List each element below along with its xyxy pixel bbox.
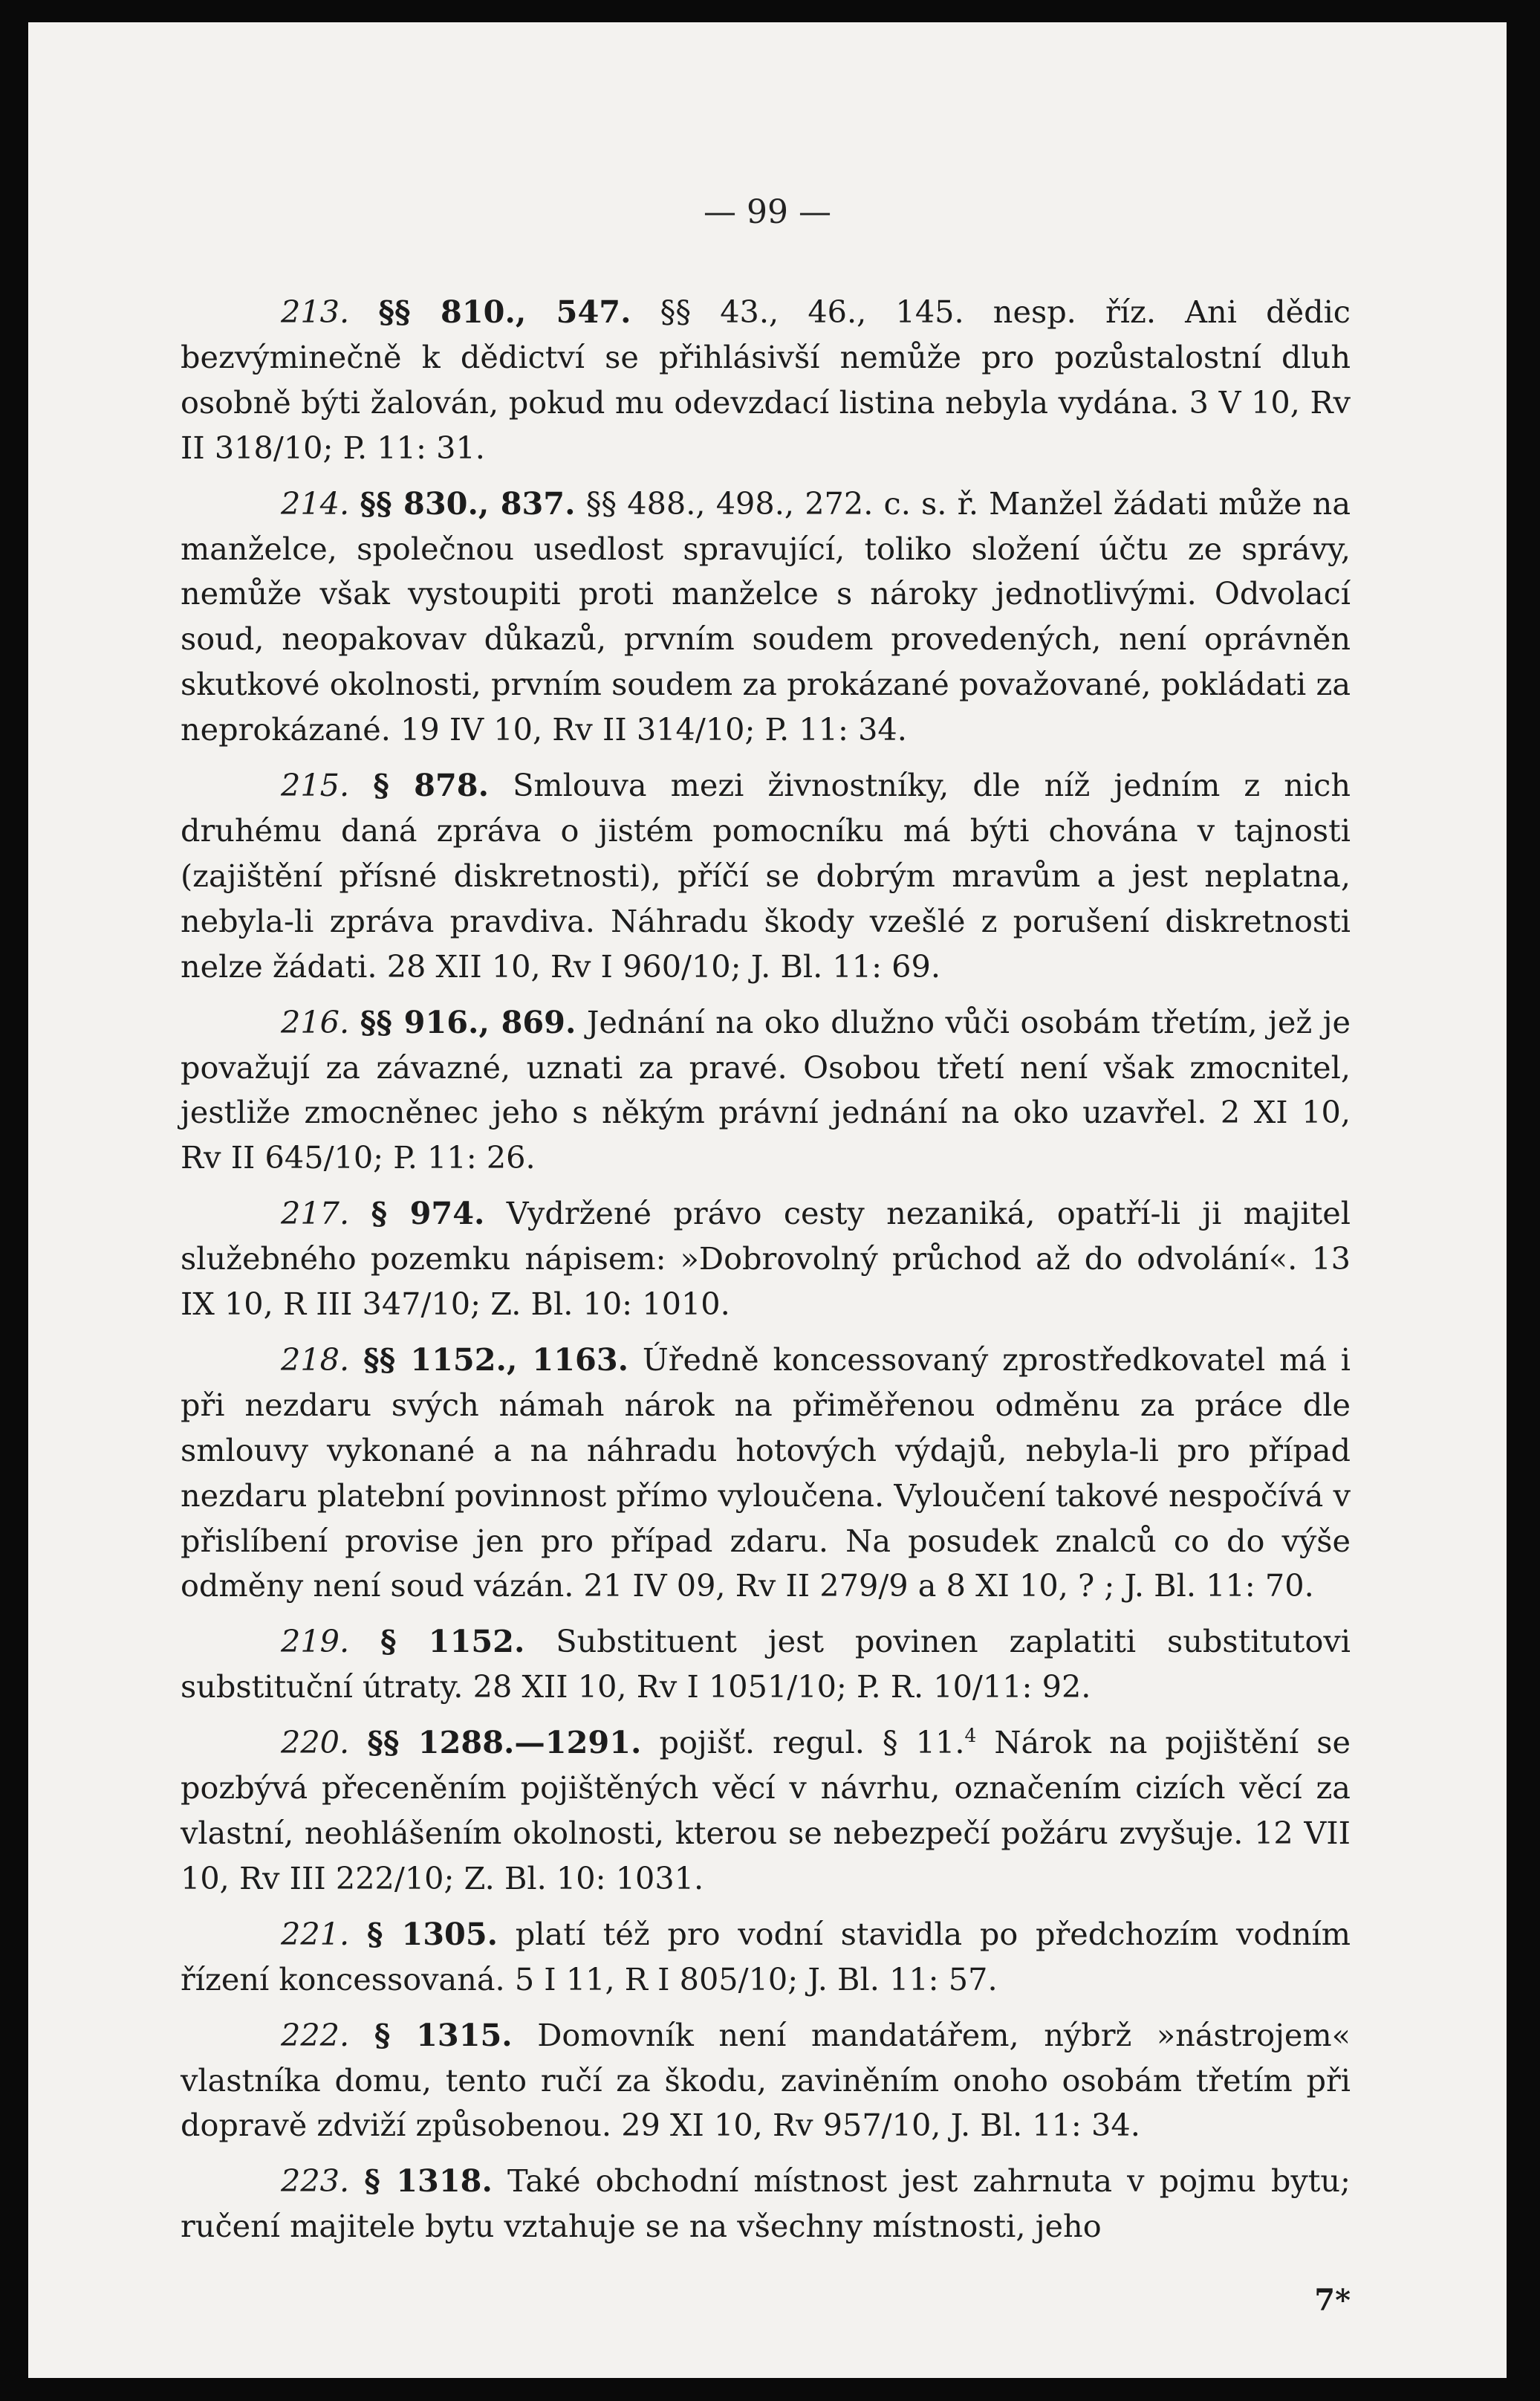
page-body	[181, 290, 1351, 2249]
entry-sections: § 1152.	[380, 1623, 525, 1660]
entry-220	[181, 1720, 1351, 1902]
entry-text: Domovník není mandatářem, nýbrž »nástrojem« vlastníka domu, tento ručí za škodu, zaviněním onoho osobám třetím při dopravě zdviží způsobenou. 29 XI 10, Rv 957/10, J. Bl. 11: 34.	[181, 2017, 1351, 2144]
entry-sections: § 1305.	[366, 1915, 498, 1952]
entry-number: 218.	[281, 1341, 350, 1378]
entry-number: 223.	[281, 2163, 350, 2200]
entry-sections: §§ 916., 869.	[360, 1003, 576, 1040]
entry-221	[181, 1912, 1351, 2003]
entry-text: Jednání na oko dlužno vůči osobám třetím, jež je považují za závazné, uznati za pravé. Osobou třetí není však zmocnitel, jestliže zmocněnec jeho s někým právní jednání na oko uzavřel. 2 XI 10, Rv II 645/10; P. 11: 26.	[181, 1004, 1351, 1176]
entry-number: 216.	[281, 1004, 350, 1040]
entry-number: 220.	[281, 1725, 350, 1761]
entry-219	[181, 1619, 1351, 1710]
entry-number: 222.	[281, 2017, 350, 2053]
entry-number: 217.	[281, 1196, 350, 1232]
entry-number: 215.	[281, 768, 350, 804]
entry-number: 213.	[281, 294, 350, 330]
entry-sections: §§ 830., 837.	[360, 485, 576, 522]
entry-sections: §§ 810., 547.	[378, 294, 631, 330]
entry-text-continued: Nárok na pojištění se pozbývá přeceněním pojištěných věcí v návrhu, označením cizích věcí za vlastní, neohlášením okolnosti, kterou se nebezpečí požáru zvyšuje. 12 VII 10, Rv III 222/10; Z. Bl. 10: 1031.	[181, 1725, 1351, 1896]
entry-text: pojišť. regul. § 11.	[659, 1725, 965, 1761]
entry-sections: §§ 1152., 1163.	[363, 1341, 629, 1378]
book-page	[28, 22, 1507, 2378]
entry-218	[181, 1338, 1351, 1609]
page-number: — 99 —	[704, 193, 831, 231]
footnote-marker: 4	[964, 1725, 977, 1747]
entry-214	[181, 482, 1351, 753]
entry-217	[181, 1191, 1351, 1327]
entry-222	[181, 2013, 1351, 2149]
entry-223	[181, 2159, 1351, 2249]
entry-216	[181, 1000, 1351, 1182]
entry-number: 214.	[281, 485, 350, 522]
entry-sections: § 974.	[371, 1195, 485, 1232]
entry-sections: § 878.	[373, 767, 489, 804]
entry-sections: § 1315.	[374, 2016, 513, 2053]
entry-number: 221.	[281, 1916, 350, 1952]
entry-text: Vydržené právo cesty nezaniká, opatří-li ji majitel služebného pozemku nápisem: »Dobrovolný průchod až do odvolání«. 13 IX 10, R III 347/10; Z. Bl. 10: 1010.	[181, 1196, 1351, 1323]
printer-signature-mark: 7*	[1314, 2283, 1351, 2318]
entry-213	[181, 290, 1351, 471]
entry-text: Úředně koncessovaný zprostředkovatel má i při nezdaru svých námah nárok na přiměřenou odměnu za práce dle smlouvy vykonané a na náhradu hotových výdajů, nebyla-li pro případ nezdaru platební povinnost přímo vyloučena. Vyloučení takové nespočívá v přislíbení provise jen pro případ zdaru. Na posudek znalců co do výše odměny není soud vázán. 21 IV 09, Rv II 279/9 a 8 XI 10, ? ; J. Bl. 11: 70.	[181, 1341, 1351, 1604]
entry-sections: §§ 1288.—1291.	[367, 1724, 642, 1761]
entry-text: Také obchodní místnost jest zahrnuta v pojmu bytu; ručení majitele bytu vztahuje se na všechny místnosti, jeho	[181, 2163, 1351, 2245]
entry-text: Substituent jest povinen zaplatiti substitutovi substituční útraty. 28 XII 10, Rv I 1051/10; P. R. 10/11: 92.	[181, 1624, 1351, 1705]
entry-text: Smlouva mezi živnostníky, dle níž jedním z nich druhému daná zpráva o jistém pomocníku má býti chována v tajnosti (zajištění přísné diskretnosti), příčí se dobrým mravům a jest neplatna, nebyla-li zpráva pravdiva. Náhradu škody vzešlé z porušení diskretnosti nelze žádati. 28 XII 10, Rv I 960/10; J. Bl. 11: 69.	[181, 768, 1351, 985]
entry-215	[181, 763, 1351, 990]
entry-number: 219.	[281, 1624, 350, 1660]
entry-text: §§ 43., 46., 145. nesp. říz. Ani dědic bezvýminečně k dědictví se přihlásivší nemůže pro pozůstalostní dluh osobně býti žalován, pokud mu odevzdací listina nebyla vydána. 3 V 10, Rv II 318/10; P. 11: 31.	[181, 294, 1351, 466]
entry-text: platí též pro vodní stavidla po předchozím vodním řízení koncessovaná. 5 I 11, R I 805/10; J. Bl. 11: 57.	[181, 1916, 1351, 1997]
entry-text: §§ 488., 498., 272. c. s. ř. Manžel žádati může na manželce, společnou usedlost spravující, toliko složení účtu ze správy, nemůže však vystoupiti proti manželce s nároky jednotlivými. Odvolací soud, neopakovav důkazů, prvním soudem provedených, není oprávněn skutkové okolnosti, prvním soudem za prokázané považované, pokládati za neprokázané. 19 IV 10, Rv II 314/10; P. 11: 34.	[181, 485, 1351, 748]
entry-sections: § 1318.	[364, 2162, 493, 2200]
